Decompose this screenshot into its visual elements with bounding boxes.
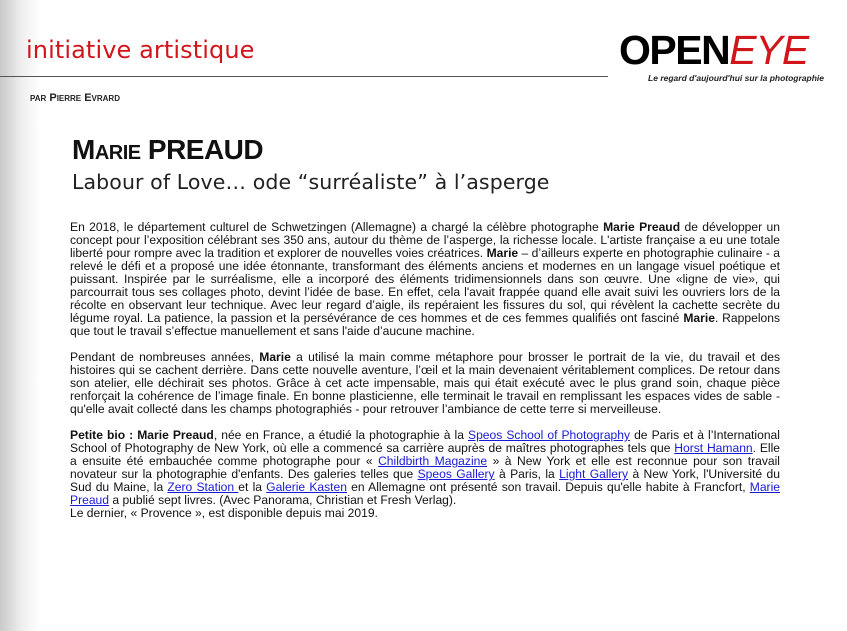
logo-open: OPEN	[619, 27, 730, 73]
text: . Rappelons que tout le travail s’effectue manuellement et sans l'aide d’aucune machine.	[70, 311, 781, 338]
link-speos-gallery[interactable]: Speos Gallery	[417, 467, 495, 481]
link-horst-hamann[interactable]: Horst Hamann	[674, 441, 753, 455]
bold-name: Marie	[683, 311, 715, 325]
link-speos-school[interactable]: Speos School of Photography	[468, 428, 631, 442]
link-galerie-kasten[interactable]: Galerie Kasten	[266, 480, 347, 494]
text: Le dernier, « Provence », est disponible depuis mai 2019.	[70, 506, 378, 520]
text: à Paris, la	[494, 467, 560, 481]
text: a utilisé la main comme métaphore pour brosser le portrait de la vie, du travail et des histoires qui se cachent derrière. Dans cette nouvelle aventure, l’œil et la main devenaient véritablement complices. De retour dans son atelier, elle déchirait ses photos. Grâce à cet acte impensable, mais qui était exécuté avec le plus grand soin, chaque pièce renforçait la cohérence de l’image finale. En bonne plasticienne, elle terminait le travail en remplissant les espaces vides de sable - qu'elle avait collecté dans les champs photographiés - pour retrouver l’ambiance de cette terre si merveilleuse.	[70, 350, 780, 416]
text: En 2018, le département culturel de Schwetzingen (Allemagne) a chargé la célèbre photographe	[70, 220, 604, 234]
bold-name: Marie	[259, 350, 291, 364]
logo-eye: EYE	[729, 27, 809, 73]
link-marie-preaud[interactable]: Marie Preaud	[70, 480, 780, 507]
text: Pendant de nombreuses années,	[70, 350, 260, 364]
openeye-logo	[619, 27, 824, 88]
link-childbirth-magazine[interactable]: Childbirth Magazine	[378, 454, 488, 468]
text: » à New York et elle est reconnue pour son travail novateur sur la photographie d'enfants. Des galeries telles que	[70, 454, 780, 481]
byline-author: Pierre Evrard	[49, 92, 120, 104]
text: et la	[238, 480, 267, 494]
text: de Paris et à l’International School of Photography de New York, où elle a commencé sa carrière auprès de maîtres photographes tels que	[70, 428, 780, 455]
link-light-gallery[interactable]: Light Gallery	[559, 467, 629, 481]
text: en Allemagne ont présenté son travail. Depuis qu'elle habite à Francfort,	[347, 480, 750, 494]
byline-prefix: par	[30, 92, 47, 104]
article-body	[70, 221, 780, 520]
text: – d’ailleurs experte en photographie culinaire - a relevé le défi et a proposé une idée étonnante, transformant des éléments anciens et modernes en un langage visuel poétique et puissant. Inspirée par le surréalisme, elle a incorporé des éléments tridimensionnels dans son œuvre. Une «ligne de vie», qui parcourrait tous ses collages photo, devint l’idée de base. En effet, cela l'avait frappée quand elle avait suivi les ouvriers lors de la récolte en observant leur technique. Avec leur regard d’aigle, ils repéraient les fissures du sol, qui révèlent la cachette secrète du légume royal. La patience, la passion et la persévérance de ces hommes et de ces femmes qualifiés ont fasciné	[70, 246, 780, 325]
article-subtitle: Labour of Love… ode “surréaliste” à l’asperge	[72, 170, 550, 194]
text: a publié sept livres. (Avec Panorama, Christian et Fresh Verlag).	[109, 493, 457, 507]
paragraph-2	[70, 351, 780, 416]
text: , née en France, a étudié la photographie à la	[213, 428, 468, 442]
text: . Elle a ensuite été embauchée comme photographe pour «	[70, 441, 780, 468]
bold-name: Marie Preaud	[603, 220, 681, 234]
link-zero-station[interactable]: Zero Station	[167, 480, 239, 494]
section-title: initiative artistique	[26, 36, 255, 64]
text: de développer un concept pour l’exposition célébrant ses 350 ans, autour du thème de l’asperge, la richesse locale. L'artiste française a eu une totale liberté pour rompre avec la tradition et explorer de nouvelles voies créatrices.	[70, 220, 780, 260]
bold-name: Marie	[486, 246, 519, 260]
byline	[30, 92, 120, 104]
logo-tagline: Le regard d'aujourd'hui sur la photographie	[648, 73, 824, 83]
artist-name: Marie PREAUD	[72, 134, 264, 165]
header-divider	[0, 76, 608, 77]
paragraph-bio	[70, 429, 780, 520]
text: à New York, l'Université du Sud du Maine, la	[70, 467, 780, 494]
bio-label: Petite bio : Marie Preaud	[70, 428, 214, 442]
paragraph-1	[70, 221, 780, 338]
